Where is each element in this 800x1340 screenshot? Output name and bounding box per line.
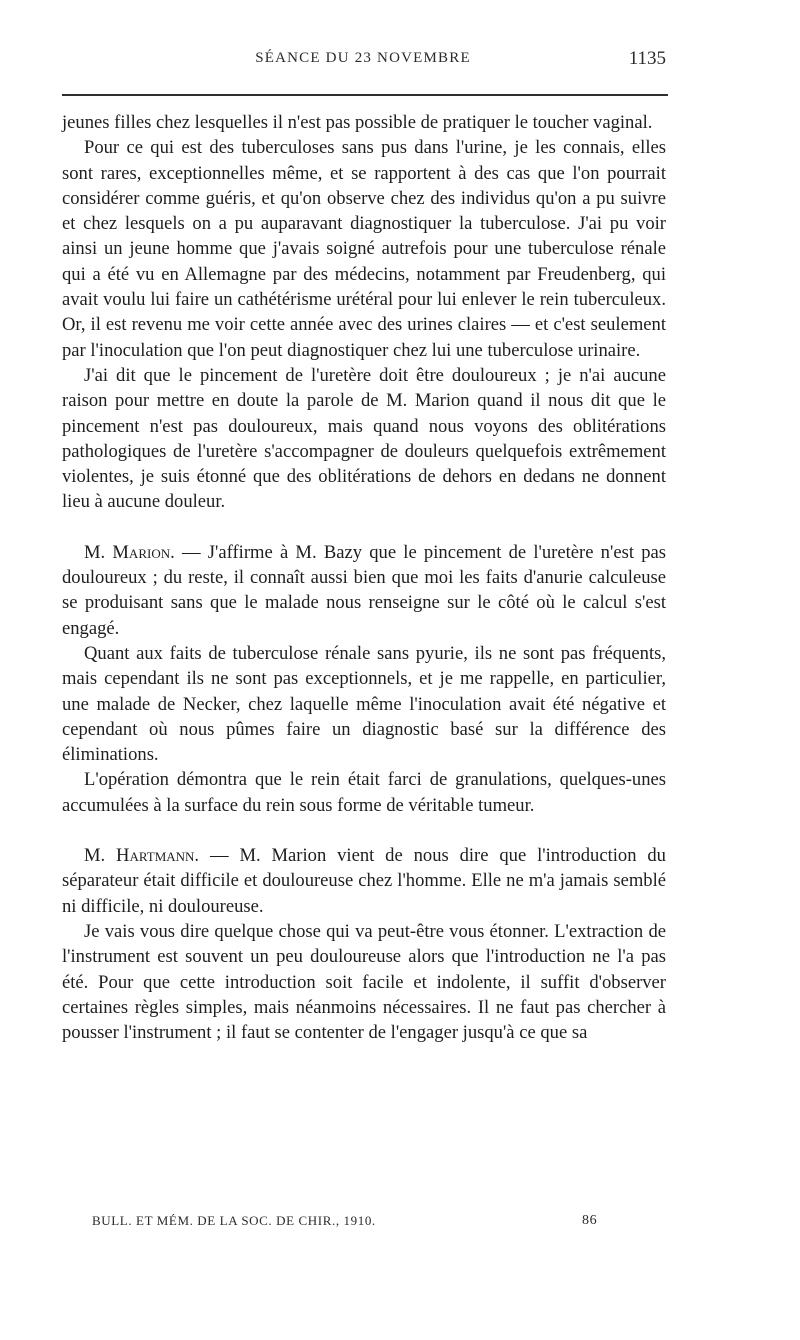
paragraph-text: J'ai dit que le pincement de l'uretère doit être douloureux ; je n'ai aucune raison pour mettre en doute la parole de M. Marion quand il nous dit que le pincement n'est pas douloureux, mais quand nous voyons des oblitérations pathologiques de l'uretère s'accompagner de douleurs quelquefois extrêmement violentes, je suis étonné que des oblitérations de dehors en dedans ne donnent lieu à aucune douleur. (62, 364, 666, 513)
paragraph-text: jeunes filles chez lesquelles il n'est pas possible de pratiquer le toucher vaginal. (62, 112, 653, 133)
paragraph (62, 641, 666, 767)
page-footer (62, 1213, 666, 1233)
paragraph-text: L'opération démontra que le rein était farci de granulations, quelques-unes accumulées à la surface du rein sous forme de véritable tumeur. (62, 769, 666, 816)
header-rule (62, 94, 668, 96)
paragraph-continuation (62, 110, 666, 135)
paragraph (62, 363, 666, 515)
footer-citation: BULL. ET MÉM. DE LA SOC. DE CHIR., 1910. (92, 1213, 376, 1228)
speech-paragraph-hartmann (62, 843, 666, 919)
paragraph-text: Je vais vous dire quelque chose qui va peut-être vous étonner. L'extraction de l'instrument est souvent un peu douloureuse alors que l'introduction ne l'a pas été. Pour que cette introduction soit facile et indolente, il suffit d'observer certaines règles simples, mais néanmoins nécessaires. Il ne faut pas chercher à pousser l'instrument ; il faut se contenter de l'engager jusqu'à ce que sa (62, 920, 666, 1044)
paragraph (62, 919, 666, 1045)
paragraph-text: — M. Marion vient de nous dire que l'introduction du séparateur était difficile et douloureuse chez l'homme. Elle ne m'a jamais semblé ni difficile, ni douloureuse. (62, 845, 666, 917)
running-head-title: SÉANCE DU 23 NOVEMBRE (255, 50, 471, 66)
speech-paragraph-marion (62, 540, 666, 641)
page-number: 1135 (628, 48, 666, 69)
signature-mark: 86 (582, 1213, 598, 1228)
paragraph (62, 135, 666, 363)
speaker-name: M. Hartmann. (84, 845, 200, 867)
paragraph-text: Pour ce qui est des tuberculoses sans pus dans l'urine, je les connais, elles sont rares, exceptionnelles même, et se rapportent à des cas que l'on pourrait considérer comme guéris, et qu'on observe chez des individus qu'on a pu suivre et chez lesquels on a pu auparavant diagnostiquer la tuberculose. J'ai pu voir ainsi un jeune homme que j'avais soigné autrefois pour une tuberculose rénale qui a été vu en Allemagne par des médecins, notamment par Freudenberg, qui avait voulu lui faire un cathétérisme urétéral pour lui enlever le rein tuberculeux. Or, il est revenu me voir cette année avec des urines claires — et c'est seulement par l'inoculation que l'on peut diagnostiquer chez lui une tuberculose urinaire. (62, 137, 666, 361)
running-head (60, 50, 666, 74)
paragraph-text: — J'affirme à M. Bazy que le pincement de l'uretère n'est pas douloureux ; du reste, il connaît aussi bien que moi les faits d'anurie calculeuse se produisant sans que le malade nous renseigne sur le côté où le calcul s'est engagé. (62, 541, 666, 639)
speaker-name: M. Marion. (84, 541, 175, 563)
paragraph (62, 767, 666, 818)
body-text (62, 110, 666, 1045)
paragraph-text: Quant aux faits de tuberculose rénale sans pyurie, ils ne sont pas fréquents, mais cependant ils ne sont pas exceptionnels, et je me rappelle, en particulier, une malade de Necker, chez laquelle même l'inoculation avait été négative et cependant où nous pûmes faire un diagnostic basé sur la différence des éliminations. (62, 642, 666, 766)
